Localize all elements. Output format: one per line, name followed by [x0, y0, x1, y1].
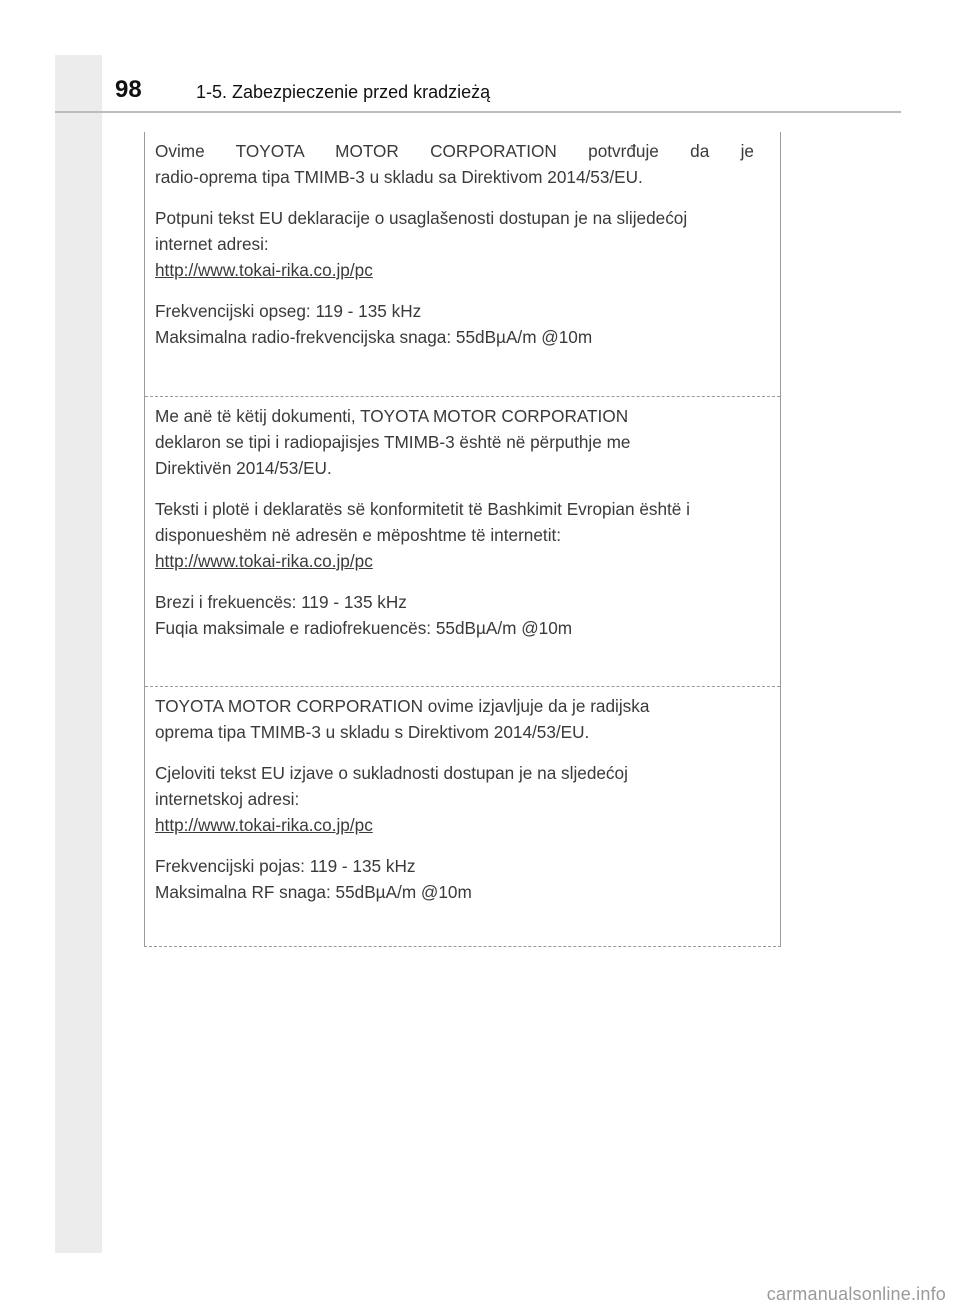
declaration-link[interactable]: http://www.tokai-rika.co.jp/pc: [155, 551, 373, 571]
statement-line-2: radio-oprema tipa TMIMB-3 u skladu sa Direktivom 2014/53/EU.: [155, 167, 643, 187]
fulltext-line-2: disponueshëm në adresën e mëposhtme të internetit:: [155, 525, 562, 545]
frequency-range: Frekvencijski opseg: 119 - 135 kHz: [155, 301, 422, 321]
max-power: Maksimalna radio-frekvencijska snaga: 55dBµA/m @10m: [155, 327, 593, 347]
fulltext-line-1: Cjeloviti tekst EU izjave o sukladnosti dostupan je na sljedećoj: [155, 763, 628, 783]
watermark-text: carmanualsonline.info: [766, 1284, 946, 1304]
side-band: [55, 55, 102, 1253]
declaration-link[interactable]: http://www.tokai-rika.co.jp/pc: [155, 815, 373, 835]
statement-line-2: oprema tipa TMIMB-3 u skladu s Direktivom 2014/53/EU.: [155, 722, 590, 742]
declaration-link[interactable]: http://www.tokai-rika.co.jp/pc: [155, 260, 373, 280]
statement-line-1: Me anë të këtij dokumenti, TOYOTA MOTOR CORPORATION: [155, 406, 629, 426]
declaration-box: [144, 132, 781, 947]
statement-line-1: Ovime TOYOTA MOTOR CORPORATION potvrđuje da je: [155, 141, 754, 161]
statement-line-2: deklaron se tipi i radiopajisjes TMIMB-3 është në përputhje me: [155, 432, 631, 452]
chapter-title: 1-5. Zabezpieczenie przed kradzieżą: [196, 82, 491, 102]
statement-line-3: Direktivën 2014/53/EU.: [155, 458, 332, 478]
declaration-section-croatian: [145, 686, 780, 947]
fulltext-line-2: internetskoj adresi:: [155, 789, 300, 809]
declaration-section-serbian-montenegrin: [145, 132, 780, 396]
statement-line-1: TOYOTA MOTOR CORPORATION ovime izjavljuje da je radijska: [155, 696, 650, 716]
frequency-range: Frekvencijski pojas: 119 - 135 kHz: [155, 856, 416, 876]
max-power: Fuqia maksimale e radiofrekuencës: 55dBµA/m @10m: [155, 618, 573, 638]
fulltext-line-1: Teksti i plotë i deklaratës së konformitetit të Bashkimit Evropian është i: [155, 499, 690, 519]
page-number: 98: [115, 76, 142, 103]
max-power: Maksimalna RF snaga: 55dBµA/m @10m: [155, 882, 472, 902]
declaration-section-albanian: [145, 396, 780, 686]
page-header: [55, 55, 901, 113]
fulltext-line-2: internet adresi:: [155, 234, 269, 254]
fulltext-line-1: Potpuni tekst EU deklaracije o usaglašenosti dostupan je na slijedećoj: [155, 208, 688, 228]
frequency-range: Brezi i frekuencës: 119 - 135 kHz: [155, 592, 407, 612]
